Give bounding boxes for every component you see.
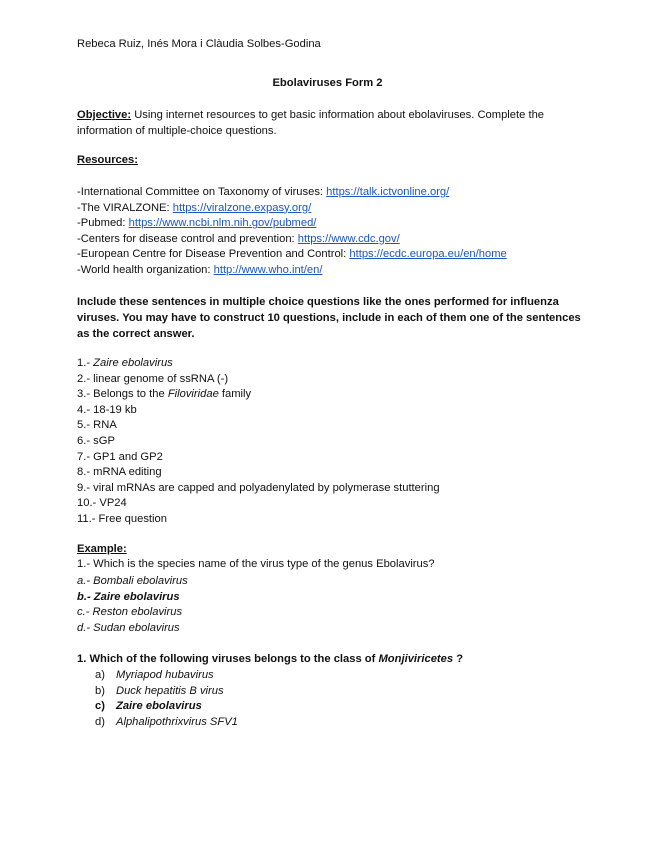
resources-list (77, 185, 507, 279)
list-item: 6.- sGP (77, 434, 115, 447)
list-item: 1.- Zaire ebolavirus (77, 357, 173, 369)
resource-item: -Centers for disease control and prevention: https://www.cdc.gov/ (77, 232, 400, 245)
list-item: 8.- mRNA editing (77, 466, 162, 479)
list-item: 10.- VP24 (77, 497, 127, 510)
resource-item: -World health organization: http://www.who.int/en/ (77, 263, 323, 276)
example-option-correct: b.- Zaire ebolavirus (77, 590, 180, 603)
resource-link[interactable]: http://www.who.int/en/ (213, 263, 323, 276)
objective-label: Objective: (77, 109, 132, 121)
resource-item: -Pubmed: https://www.ncbi.nlm.nih.gov/pubmed/ (77, 217, 317, 230)
resource-item: -International Committee on Taxonomy of viruses: https://talk.ictvonline.org/ (77, 186, 450, 198)
resource-link[interactable]: https://talk.ictvonline.org/ (326, 186, 450, 198)
resource-item: -The VIRALZONE: https://viralzone.expasy.org/ (77, 201, 312, 214)
objective (77, 107, 582, 139)
list-item: 4.- 18-19 kb (77, 403, 137, 416)
resource-link[interactable]: https://www.cdc.gov/ (297, 232, 400, 245)
instructions: Include these sentences in multiple choice questions like the ones performed for influenza viruses. You may have to construct 10 questions, include in each of them one of the sentences as the correct answer. (77, 296, 581, 340)
list-item: 2.- linear genome of ssRNA (-) (77, 372, 229, 385)
question-1: 1. Which of the following viruses belongs to the class of Monjiviricetes ? (77, 653, 464, 665)
answer-option: a) Myriapod hubavirus (95, 669, 214, 681)
objective-text: Using internet resources to get basic information about ebolaviruses. Complete the information of multiple-choice questions. (77, 109, 545, 137)
example-options (77, 574, 188, 636)
example-heading: Example: (77, 543, 127, 555)
example-option: d.- Sudan ebolavirus (77, 621, 180, 634)
example-option: a.- Bombali ebolavirus (77, 575, 188, 587)
list-item: 7.- GP1 and GP2 (77, 450, 163, 463)
resources-heading: Resources: (77, 154, 138, 166)
page-title: Ebolaviruses Form 2 (272, 77, 383, 89)
list-item: 11.- Free question (77, 512, 167, 525)
resource-item: -European Centre for Disease Prevention and Control: https://ecdc.europa.eu/en/home (77, 248, 507, 261)
example-option: c.- Reston ebolavirus (77, 606, 183, 619)
authors: Rebeca Ruiz, Inés Mora i Clàudia Solbes-Godina (77, 38, 321, 50)
resource-link[interactable]: https://viralzone.expasy.org/ (172, 201, 312, 214)
example-question: 1.- Which is the species name of the virus type of the genus Ebolavirus? (77, 558, 435, 570)
list-item: 3.- Belongs to the Filoviridae family (77, 388, 252, 401)
list-item: 9.- viral mRNAs are capped and polyadenylated by polymerase stuttering (77, 481, 440, 494)
list-item: 5.- RNA (77, 419, 117, 432)
resource-link[interactable]: https://www.ncbi.nlm.nih.gov/pubmed/ (128, 217, 317, 230)
resource-link[interactable]: https://ecdc.europa.eu/en/home (349, 248, 507, 261)
answer-option: b) Duck hepatitis B virus (95, 685, 224, 697)
sentence-list (77, 356, 440, 528)
answer-option-correct: c) Zaire ebolavirus (95, 700, 202, 712)
answer-option: d) Alphalipothrixvirus SFV1 (95, 716, 238, 728)
